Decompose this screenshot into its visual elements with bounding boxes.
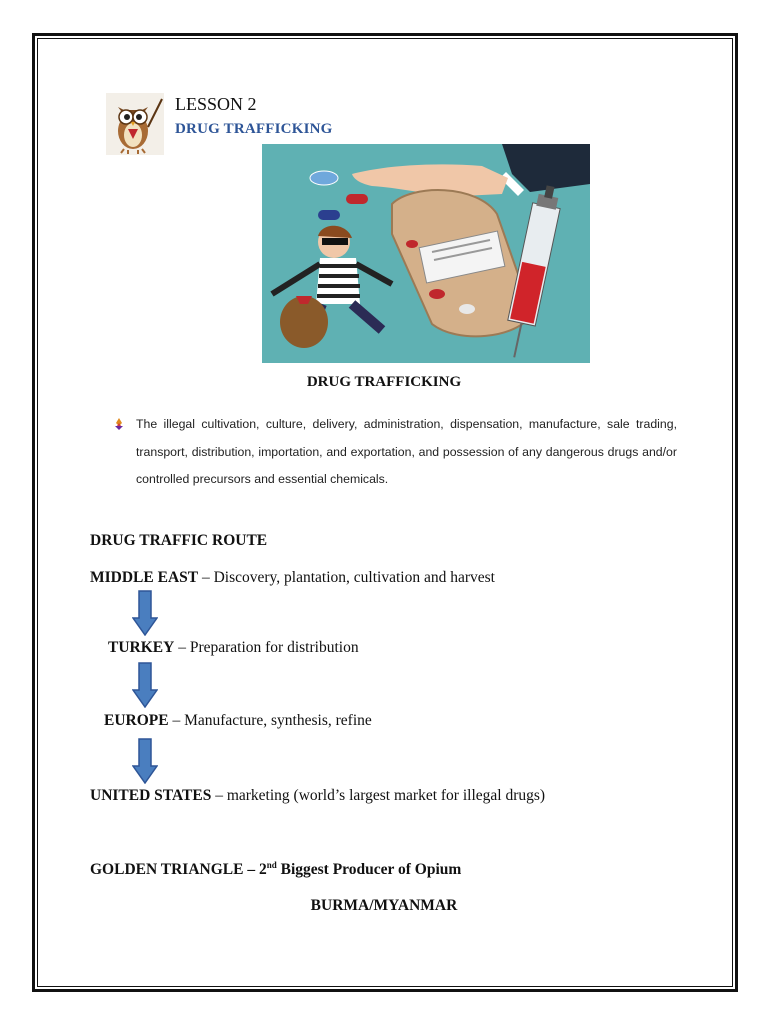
- route-heading: DRUG TRAFFIC ROUTE: [90, 532, 268, 549]
- drug-trafficking-illustration: [262, 144, 590, 363]
- golden-triangle-line: [90, 860, 461, 879]
- country-name: BURMA/MYANMAR: [310, 897, 458, 914]
- diamond-bullet-icon: [112, 417, 126, 431]
- route-place: EUROPE: [104, 712, 169, 729]
- owl-teacher-icon: [106, 93, 164, 155]
- route-place: UNITED STATES: [90, 787, 212, 804]
- golden-triangle-prefix: GOLDEN TRIANGLE – 2: [90, 861, 267, 879]
- down-arrow-icon: [132, 738, 158, 784]
- route-place: MIDDLE EAST: [90, 569, 199, 586]
- down-arrow-icon: [132, 662, 158, 708]
- route-desc: – Manufacture, synthesis, refine: [168, 712, 372, 729]
- golden-triangle-suffix: Biggest Producer of Opium: [276, 861, 462, 879]
- route-desc: – marketing (world’s largest market for illegal drugs): [211, 787, 546, 804]
- route-stop-europe: [104, 712, 372, 730]
- ordinal-suffix: nd: [266, 860, 277, 870]
- route-desc: – Preparation for distribution: [174, 639, 359, 656]
- definition-text: The illegal cultivation, culture, delivery, administration, dispensation, manufacture, sale trading, transport, distribution, importation, and exportation, and possession of any dangerous drugs and/or controlled precursors and essential chemicals.: [136, 417, 677, 486]
- route-stop-middle-east: [90, 569, 495, 587]
- down-arrow-icon: [132, 590, 158, 636]
- section-heading: DRUG TRAFFICKING: [306, 374, 462, 390]
- route-place: TURKEY: [108, 639, 175, 656]
- route-stop-turkey: [108, 639, 359, 657]
- route-desc: – Discovery, plantation, cultivation and harvest: [198, 569, 495, 586]
- lesson-title: LESSON 2: [175, 94, 257, 114]
- lesson-subtitle: DRUG TRAFFICKING: [175, 121, 333, 137]
- route-stop-united-states: [90, 787, 545, 805]
